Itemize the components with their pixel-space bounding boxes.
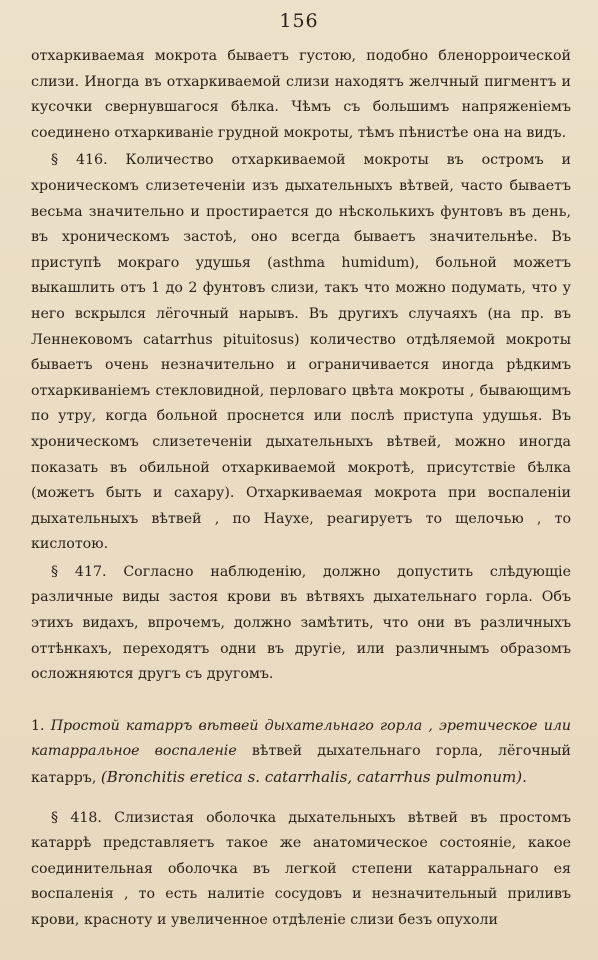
paragraph-continuation: отхаркиваемая мокрота бываетъ густою, подобно бленорроической слизи. Иногда въ отхаркиваемой слизи находятъ желчный пигментъ и кусочки свернувшагося бѣлка. Чѣмъ съ большимъ напряженіемъ соединено отхаркиваніе грудной мокроты, тѣмъ пѣнистѣе она на видъ. — [31, 48, 571, 141]
paragraph-417: § 417. Согласно наблюденію, должно допустить слѣдующіе различные виды застоя крови въ вѣтвяхъ дыхательнаго горла. Объ этихъ видахъ, впрочемъ, должно замѣтить, что они въ различныхъ оттѣнкахъ, переходятъ одни въ другіе, или различнымъ образомъ осложняются другъ съ другомъ. — [31, 563, 571, 683]
heading-number: 1. — [31, 717, 45, 734]
paragraph-416: § 416. Количество отхаркиваемой мокроты въ остромъ и хроническомъ слизетеченіи изъ дыхательныхъ вѣтвей, часто бываетъ весьма значительно и простирается до нѣсколькихъ фунтовъ въ день, въ хроническомъ застоѣ, оно всегда бываетъ значительнѣе. Въ приступѣ мокраго удушья (asthma humidum), больной можетъ выкашлить отъ 1 до 2 фунтовъ слизи, такъ что можно подумать, что у него вскрылся лёгочный нарывъ. Въ другихъ случаяхъ (на пр. въ Леннековомъ catarrhus pituitosus) количество отдѣляемой мокроты бываетъ очень незначительно и ограничивается иногда рѣдкимъ отхаркиваніемъ стекловидной, перловаго цвѣта мокроты , бывающимъ по утру, когда больной проснется или послѣ приступа удушья. Въ хроническомъ слизетеченіи дыхательныхъ вѣтвей, можно иногда показать въ обильной отхаркиваемой мокротѣ, присутствіе бѣлка (можетъ быть и сахару). Отхаркиваемая мокрота при воспаленіи дыхательныхъ вѣтвей , по Наухе, реагируетъ то щелочью , то кислотою. — [31, 152, 571, 553]
heading-italic: Простой катарръ вѣтвей дыхательнаго горла , эретическое или катарральное воспаленіе — [31, 717, 571, 760]
page-number: 156 — [279, 10, 319, 32]
section-heading — [31, 714, 571, 792]
body-text — [31, 44, 571, 934]
heading-latin: (Bronchitis eretica s. catarrhalis, catarrhus pulmonum). — [100, 768, 527, 787]
paragraph-418: § 418. Слизистая оболочка дыхательныхъ вѣтвей въ простомъ катаррѣ представляетъ такое же анатомическое состояніе, какое соединительная оболочка въ легкой степени катарральнаго ея воспаленія , то есть налитіе сосудовъ и незначительный приливъ крови, красноту и увеличенное отдѣленіе слизи безъ опухоли — [31, 809, 571, 928]
heading-plain: вѣтвей дыхательнаго горла, лёгочный катарръ, — [31, 743, 571, 787]
